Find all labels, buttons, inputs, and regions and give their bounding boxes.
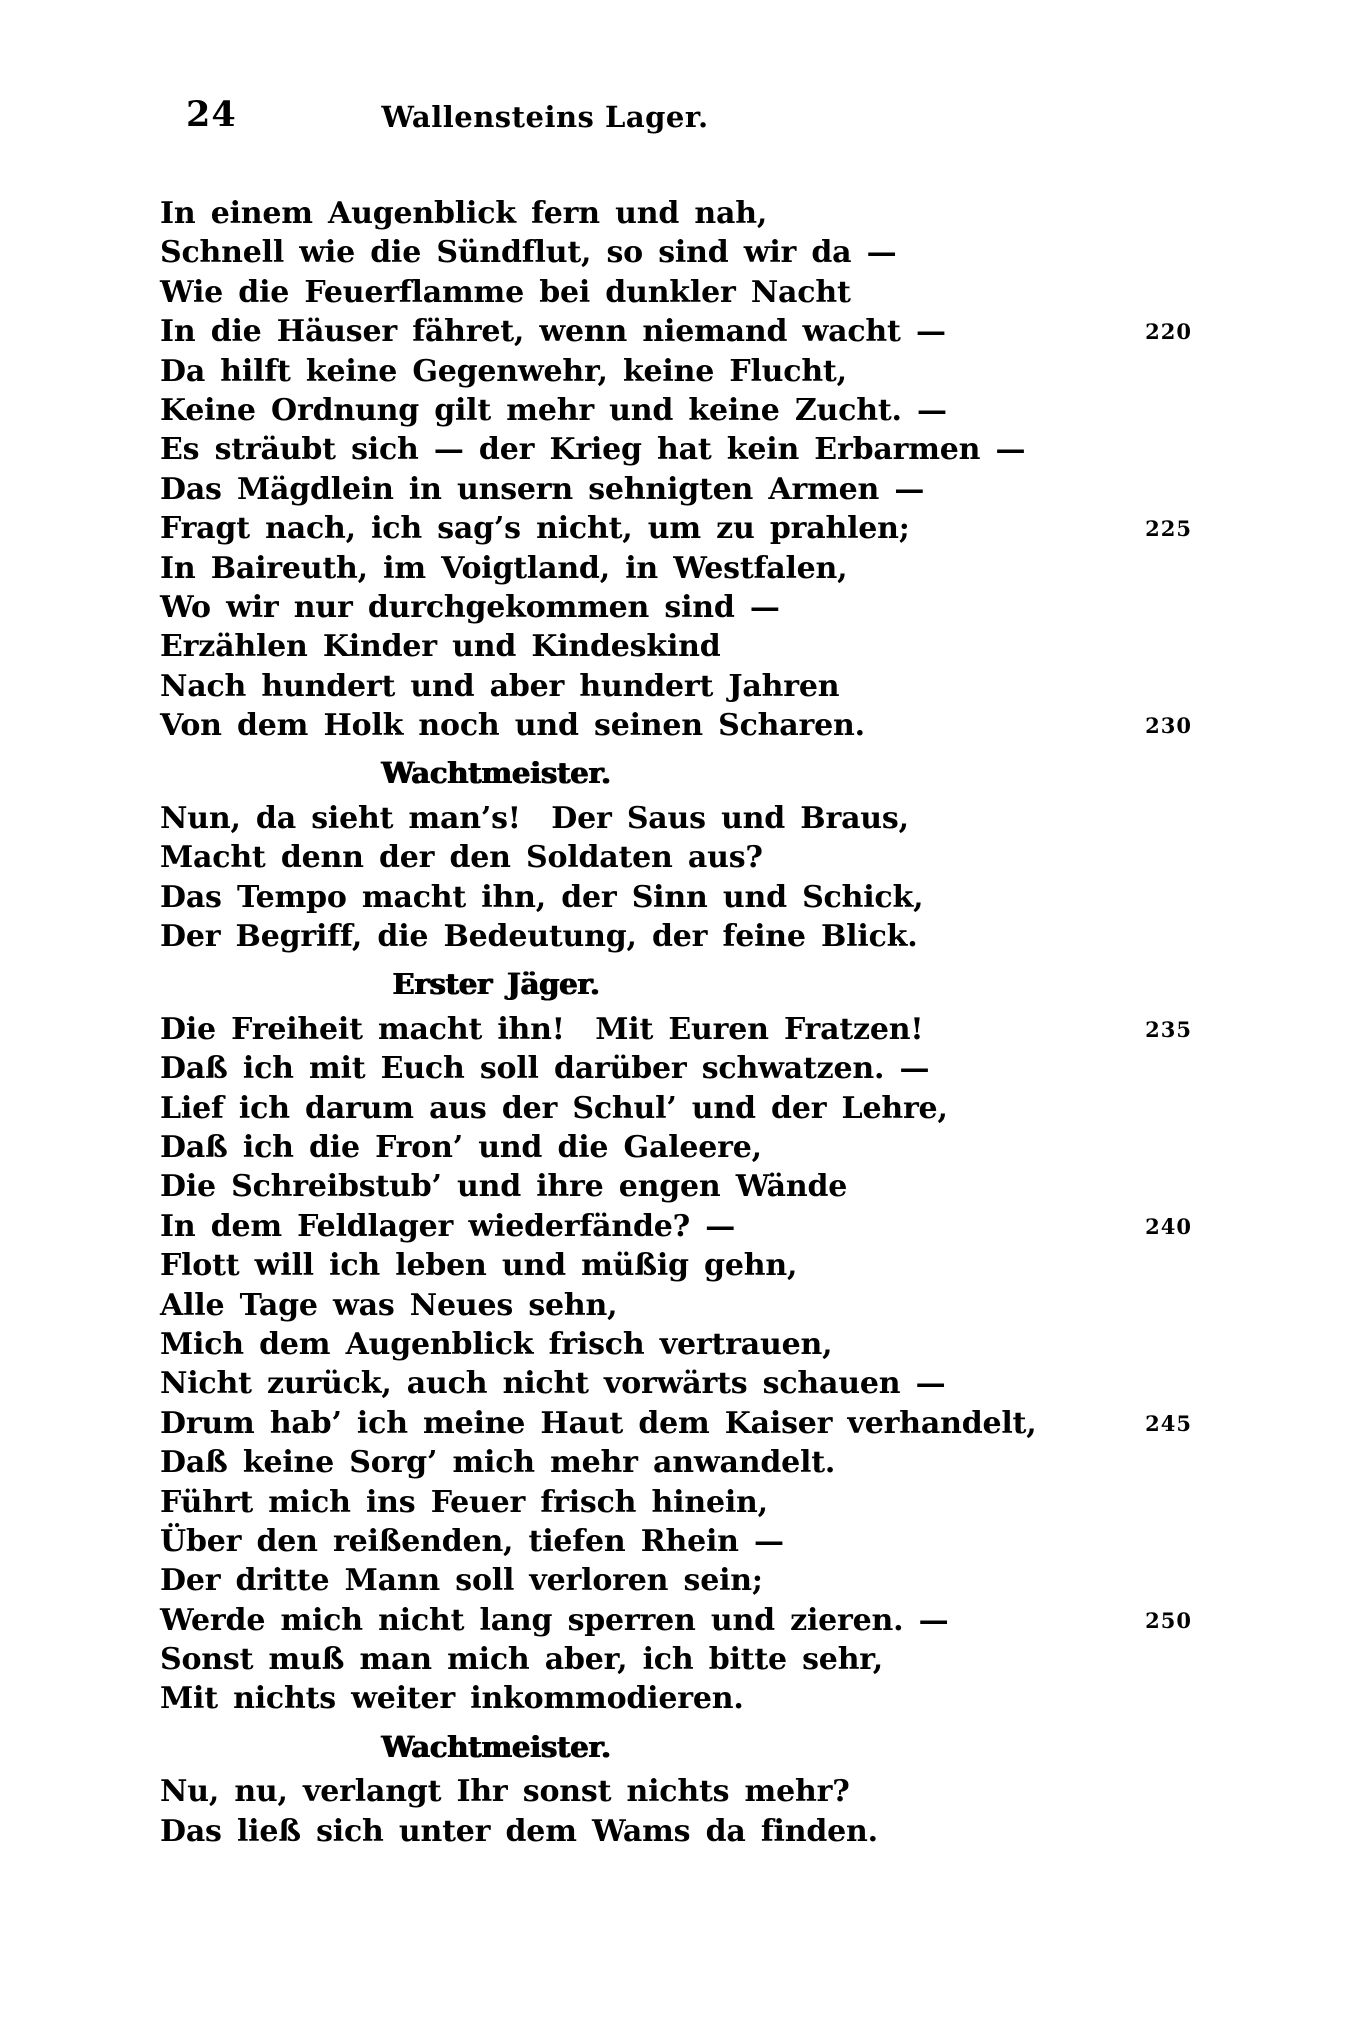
line-number: 245 bbox=[1145, 1410, 1192, 1436]
verse-line bbox=[160, 470, 1192, 509]
verse-line bbox=[160, 1443, 1192, 1482]
verse-line bbox=[160, 588, 1192, 627]
verse-text: Da hilft keine Gegenwehr, keine Flucht, bbox=[160, 353, 847, 389]
speaker-name: Wachtmeister. bbox=[381, 1729, 611, 1764]
verse-text: Das Mägdlein in unsern sehnigten Armen — bbox=[160, 471, 925, 507]
verse-text: Von dem Holk noch und seinen Scharen. bbox=[160, 708, 865, 744]
verse-text: Daß ich die Fron’ und die Galeere, bbox=[160, 1129, 762, 1165]
verse-line bbox=[160, 1010, 1192, 1049]
verse-line bbox=[160, 1364, 1192, 1403]
verse-line bbox=[160, 1640, 1192, 1679]
verse-line bbox=[160, 706, 1192, 745]
verse-text: Der Begriff, die Bedeutung, der feine Blick. bbox=[160, 919, 918, 955]
verse-text: Erzählen Kinder und Kindeskind bbox=[160, 629, 721, 665]
verse-line bbox=[160, 799, 1192, 838]
verse-line bbox=[160, 430, 1192, 469]
speaker-heading bbox=[160, 1728, 832, 1767]
verse-text: Mit nichts weiter inkommodieren. bbox=[160, 1681, 744, 1717]
verse-line bbox=[160, 1812, 1192, 1851]
verse-line bbox=[160, 1286, 1192, 1325]
verse-text: Es sträubt sich — der Krieg hat kein Erbarmen — bbox=[160, 432, 1026, 468]
line-number: 235 bbox=[1145, 1016, 1192, 1042]
verse-text: Daß ich mit Euch soll darüber schwatzen. — bbox=[160, 1051, 930, 1087]
verse-text: Der dritte Mann soll verloren sein; bbox=[160, 1563, 763, 1599]
verse-line bbox=[160, 1167, 1192, 1206]
verse-text: Die Freiheit macht ihn! Mit Euren Fratzen! bbox=[160, 1011, 924, 1047]
line-number: 250 bbox=[1145, 1607, 1192, 1633]
verse-text: Nu, nu, verlangt Ihr sonst nichts mehr? bbox=[160, 1774, 850, 1810]
verse-line bbox=[160, 233, 1192, 272]
verse-text: Macht denn der den Soldaten aus? bbox=[160, 840, 763, 876]
verse-text: Nun, da sieht man’s! Der Saus und Braus, bbox=[160, 800, 909, 836]
speaker-name: Erster Jäger. bbox=[392, 967, 600, 1002]
verse-text: Das ließ sich unter dem Wams da finden. bbox=[160, 1813, 878, 1849]
verse-text: Nach hundert und aber hundert Jahren bbox=[160, 668, 840, 704]
verse-line bbox=[160, 1325, 1192, 1364]
verse-text: Schnell wie die Sündflut, so sind wir da — bbox=[160, 235, 897, 271]
running-title: Wallensteins Lager. bbox=[381, 100, 709, 134]
speaker-heading bbox=[160, 754, 832, 793]
verse-line bbox=[160, 549, 1192, 588]
verse-text: Daß keine Sorg’ mich mehr anwandelt. bbox=[160, 1445, 836, 1481]
verse-line bbox=[160, 1089, 1192, 1128]
verse-text: Sonst muß man mich aber, ich bitte sehr, bbox=[160, 1642, 883, 1678]
verse-line bbox=[160, 878, 1192, 917]
verse-text: Fragt nach, ich sag’s nicht, um zu prahlen; bbox=[160, 511, 910, 547]
verse-text: Drum hab’ ich meine Haut dem Kaiser verhandelt, bbox=[160, 1405, 1037, 1441]
page-number: 24 bbox=[186, 94, 237, 135]
verse-line bbox=[160, 194, 1192, 233]
line-number: 220 bbox=[1145, 319, 1192, 345]
verse-line bbox=[160, 917, 1192, 956]
verse-text: Lief ich darum aus der Schul’ und der Lehre, bbox=[160, 1090, 948, 1126]
verse-line bbox=[160, 1561, 1192, 1600]
verse-line bbox=[160, 1207, 1192, 1246]
verse-line bbox=[160, 667, 1192, 706]
verse-text: Wie die Feuerflamme bei dunkler Nacht bbox=[160, 274, 851, 310]
verse-line bbox=[160, 1246, 1192, 1285]
verse-line bbox=[160, 352, 1192, 391]
verse-text: In dem Feldlager wiederfände? — bbox=[160, 1208, 736, 1244]
verse-line bbox=[160, 1483, 1192, 1522]
verse-text: Nicht zurück, auch nicht vorwärts schauen — bbox=[160, 1366, 946, 1402]
verse-text: Mich dem Augenblick frisch vertrauen, bbox=[160, 1326, 833, 1362]
verse-text: In die Häuser fähret, wenn niemand wacht — bbox=[160, 314, 946, 350]
verse-line bbox=[160, 509, 1192, 548]
verse-text: Wo wir nur durchgekommen sind — bbox=[160, 589, 780, 625]
verse-line bbox=[160, 273, 1192, 312]
verse-line bbox=[160, 1128, 1192, 1167]
verse-text: Alle Tage was Neues sehn, bbox=[160, 1287, 618, 1323]
verse-text: Das Tempo macht ihn, der Sinn und Schick, bbox=[160, 879, 924, 915]
verse-line bbox=[160, 627, 1192, 666]
verse-line bbox=[160, 1772, 1192, 1811]
verse-text: Führt mich ins Feuer frisch hinein, bbox=[160, 1484, 768, 1520]
speaker-name: Wachtmeister. bbox=[381, 756, 611, 791]
verse-text: Flott will ich leben und müßig gehn, bbox=[160, 1248, 798, 1284]
verse-line bbox=[160, 391, 1192, 430]
verse-text: Über den reißenden, tiefen Rhein — bbox=[160, 1523, 784, 1559]
verse-text: Die Schreibstub’ und ihre engen Wände bbox=[160, 1169, 848, 1205]
verse-text: In einem Augenblick fern und nah, bbox=[160, 196, 768, 231]
verse-line bbox=[160, 838, 1192, 877]
verse-line bbox=[160, 1404, 1192, 1443]
line-number: 230 bbox=[1145, 713, 1192, 739]
verse-line bbox=[160, 1601, 1192, 1640]
verse-text: Werde mich nicht lang sperren und zieren. — bbox=[160, 1602, 949, 1638]
speaker-heading bbox=[160, 965, 832, 1004]
line-number: 225 bbox=[1145, 516, 1192, 542]
verse-text: In Baireuth, im Voigtland, in Westfalen, bbox=[160, 550, 848, 586]
verse-line bbox=[160, 312, 1192, 351]
verse-text: Keine Ordnung gilt mehr und keine Zucht. — bbox=[160, 392, 947, 428]
verse-line bbox=[160, 1679, 1192, 1718]
line-number: 240 bbox=[1145, 1213, 1192, 1239]
poem bbox=[160, 194, 1192, 1851]
verse-line bbox=[160, 1522, 1192, 1561]
verse-line bbox=[160, 1049, 1192, 1088]
